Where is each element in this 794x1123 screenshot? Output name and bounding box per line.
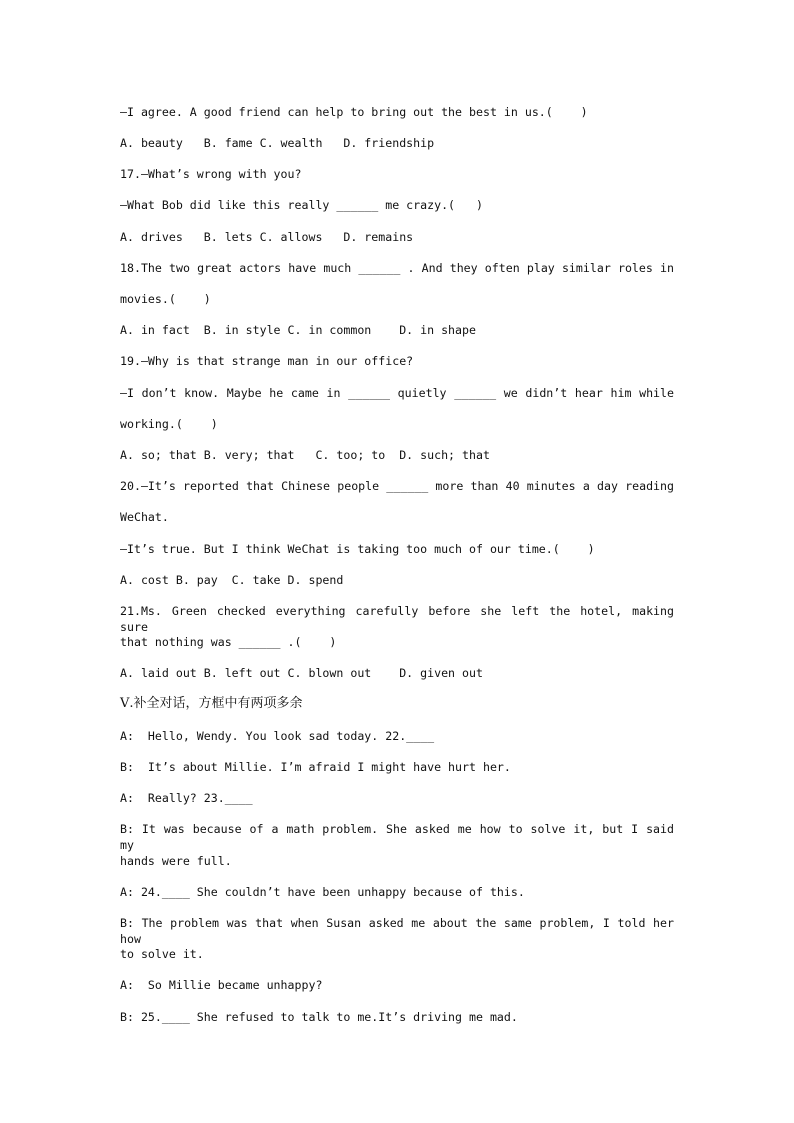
q19-options: A. so; that B. very; that C. too; to D. such; that: [120, 448, 490, 462]
q17-dialogue-reply: —What Bob did like this really ______ me crazy.( ): [120, 198, 483, 212]
q19-reply-line1: —I don’t know. Maybe he came in ______ quietly ______ we didn’t hear him while: [120, 386, 674, 400]
dialogue-line-b3-part2: to solve it.: [120, 947, 204, 961]
q17-question: 17.—What’s wrong with you?: [120, 167, 302, 181]
dialogue-line-b2-part2: hands were full.: [120, 854, 232, 868]
dialogue-line-b4: B: 25.____ She refused to talk to me.It’s driving me mad.: [120, 1010, 518, 1024]
dialogue-line-b1: B: It’s about Millie. I’m afraid I might have hurt her.: [120, 760, 511, 774]
q17-options: A. drives B. lets C. allows D. remains: [120, 230, 414, 244]
dialogue-line-b3-part1: B: The problem was that when Susan asked me about the same problem, I told her how: [120, 916, 674, 946]
q20-options: A. cost B. pay C. take D. spend: [120, 573, 344, 587]
q20-question-line2: WeChat.: [120, 510, 169, 524]
q19-reply-line2: working.( ): [120, 417, 218, 431]
q20-dialogue-reply: —It’s true. But I think WeChat is taking too much of our time.( ): [120, 542, 595, 556]
q19-question: 19.—Why is that strange man in our office?: [120, 354, 414, 368]
q21-question-line1: 21.Ms. Green checked everything carefully before she left the hotel, making sure: [120, 604, 674, 634]
q16-dialogue-reply: —I agree. A good friend can help to bring out the best in us.( ): [120, 105, 588, 119]
q20-question-line1: 20.—It’s reported that Chinese people ______ more than 40 minutes a day reading: [120, 479, 674, 493]
q16-options: A. beauty B. fame C. wealth D. friendship: [120, 136, 435, 150]
dialogue-line-a2: A: Really? 23.____: [120, 791, 253, 805]
dialogue-line-a1: A: Hello, Wendy. You look sad today. 22.____: [120, 729, 435, 743]
q21-question-line2: that nothing was ______ .( ): [120, 635, 337, 649]
q18-question-line2: movies.( ): [120, 292, 211, 306]
dialogue-line-a3: A: 24.____ She couldn’t have been unhappy because of this.: [120, 885, 525, 899]
q18-question-line1: 18.The two great actors have much ______ . And they often play similar roles in: [120, 261, 674, 275]
section-v-heading: Ⅴ.补全对话，方框中有两项多余: [120, 696, 303, 711]
q18-options: A. in fact B. in style C. in common D. in shape: [120, 323, 476, 337]
dialogue-line-b2-part1: B: It was because of a math problem. She asked me how to solve it, but I said my: [120, 822, 674, 852]
dialogue-line-a4: A: So Millie became unhappy?: [120, 978, 323, 992]
q21-options: A. laid out B. left out C. blown out D. given out: [120, 666, 483, 680]
